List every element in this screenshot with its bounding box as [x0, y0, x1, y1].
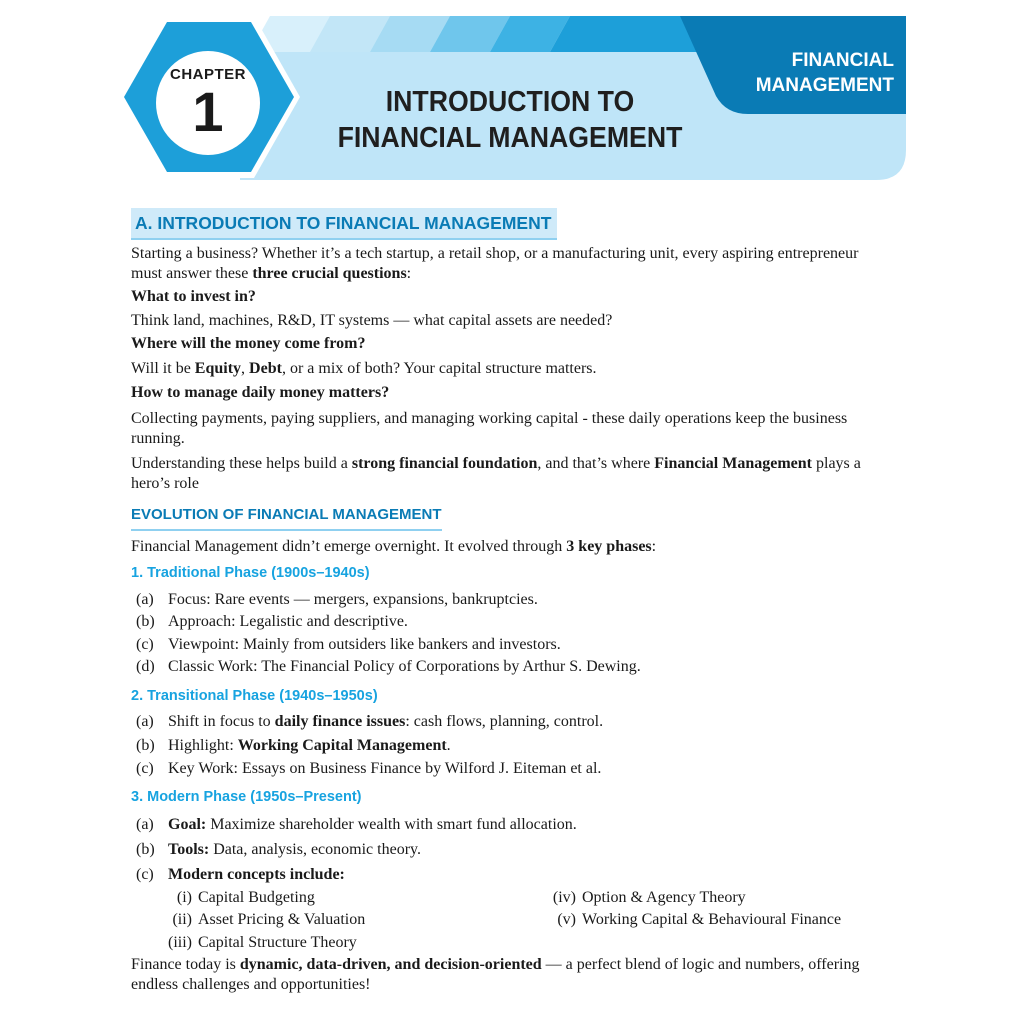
phase-3-title: 3. Modern Phase (1950s–Present)	[131, 789, 362, 805]
item-text: Data, analysis, economic theory.	[209, 841, 421, 858]
item-bold: Tools:	[168, 841, 210, 858]
answer-2-sep: ,	[241, 360, 250, 377]
closing-bold-1: strong financial foundation	[351, 455, 538, 472]
phase-1-item-a	[136, 590, 538, 610]
answer-2-end: , or a mix of both? Your capital structure matters.	[281, 360, 597, 377]
concept-v	[538, 910, 841, 930]
chapter-title	[317, 84, 703, 156]
answer-1: Think land, machines, R&D, IT systems — what capital assets are needed?	[131, 312, 613, 329]
concept-label: (i)	[176, 889, 192, 906]
item-label: (a)	[136, 816, 154, 833]
phase-3-item-a	[136, 815, 577, 835]
item-text: Shift in focus to	[168, 713, 275, 730]
concept-text: Option & Agency Theory	[582, 889, 746, 906]
item-label: (d)	[136, 658, 155, 675]
concept-text: Capital Structure Theory	[198, 934, 357, 951]
closing-text-mid: , and that’s where	[537, 455, 655, 472]
question-3: How to manage daily money matters?	[131, 384, 390, 401]
item-text: Key Work: Essays on Business Finance by Wilford J. Eiteman et al.	[168, 760, 602, 777]
phase-2-item-b	[136, 736, 451, 756]
question-1: What to invest in?	[131, 288, 256, 305]
question-2: Where will the money come from?	[131, 335, 366, 352]
evolution-intro-text: Financial Management didn’t emerge overnight. It evolved through	[131, 538, 567, 555]
subject-tag-line2: MANAGEMENT	[755, 75, 894, 96]
phase-1-item-c	[136, 635, 561, 655]
phase-1-item-d	[136, 657, 641, 677]
concept-label: (v)	[557, 911, 576, 928]
item-label: (a)	[136, 591, 154, 608]
item-label: (a)	[136, 713, 154, 730]
subject-tag-line1: FINANCIAL	[791, 50, 894, 71]
subject-tag	[724, 48, 894, 98]
closing-paragraph	[131, 454, 893, 494]
final-text-end: — a perfect blend of logic and numbers, offering endless challenges and opportunities!	[131, 956, 860, 993]
intro-paragraph	[131, 244, 893, 284]
item-text-end: : cash flows, planning, control.	[405, 713, 604, 730]
item-text-end: .	[446, 737, 451, 754]
item-bold: daily finance issues	[274, 713, 406, 730]
phase-2-item-c	[136, 759, 601, 779]
phase-2-title: 2. Transitional Phase (1940s–1950s)	[131, 688, 378, 704]
closing-text: Understanding these helps build a	[131, 455, 352, 472]
intro-text: Starting a business? Whether it’s a tech startup, a retail shop, or a manufacturing unit, every aspiring entrepreneur must answer these	[131, 245, 859, 282]
final-bold: dynamic, data-driven, and decision-oriented	[239, 956, 542, 973]
evolution-heading: EVOLUTION OF FINANCIAL MANAGEMENT	[131, 505, 442, 531]
item-text: Focus: Rare events — mergers, expansions, bankruptcies.	[168, 591, 538, 608]
item-label: (b)	[136, 841, 155, 858]
item-text: Highlight:	[168, 737, 238, 754]
phase-3-item-b	[136, 840, 421, 860]
item-bold: Modern concepts include:	[168, 866, 345, 883]
intro-text-end: :	[406, 265, 412, 282]
concept-label: (ii)	[172, 911, 192, 928]
final-text: Finance today is	[131, 956, 240, 973]
phase-3-item-c	[136, 865, 345, 885]
item-bold: Working Capital Management	[237, 737, 447, 754]
phase-1-item-b	[136, 612, 408, 632]
item-text: Maximize shareholder wealth with smart fund allocation.	[206, 816, 577, 833]
item-label: (b)	[136, 737, 155, 754]
answer-2-text: Will it be	[131, 360, 195, 377]
concept-text: Working Capital & Behavioural Finance	[582, 911, 842, 928]
phase-2-item-a	[136, 712, 603, 732]
item-label: (c)	[136, 760, 154, 777]
evolution-intro-end: :	[651, 538, 657, 555]
item-text: Viewpoint: Mainly from outsiders like bankers and investors.	[168, 636, 561, 653]
chapter-number: 1	[192, 80, 224, 143]
item-bold: Goal:	[168, 816, 207, 833]
final-paragraph	[131, 955, 893, 995]
concept-ii	[154, 910, 365, 930]
item-label: (c)	[136, 866, 154, 883]
chapter-header	[0, 0, 1024, 200]
chapter-title-line2: FINANCIAL MANAGEMENT	[337, 122, 683, 154]
closing-bold-2: Financial Management	[654, 455, 812, 472]
closing-text-end: plays a hero’s role	[131, 455, 861, 492]
intro-bold: three crucial questions	[252, 265, 407, 282]
chapter-label: CHAPTER	[169, 66, 246, 83]
concept-label: (iii)	[168, 934, 192, 951]
item-text: Approach: Legalistic and descriptive.	[168, 613, 408, 630]
answer-2	[131, 359, 893, 379]
item-label: (b)	[136, 613, 155, 630]
evolution-intro	[131, 537, 893, 557]
item-label: (c)	[136, 636, 154, 653]
concept-label: (iv)	[552, 889, 576, 906]
phase-1-title: 1. Traditional Phase (1900s–1940s)	[131, 565, 370, 581]
answer-3: Collecting payments, paying suppliers, and managing working capital - these daily operations keep the business running.	[131, 410, 848, 447]
item-text: Classic Work: The Financial Policy of Corporations by Arthur S. Dewing.	[168, 658, 641, 675]
answer-2-equity: Equity	[194, 360, 242, 377]
section-a-heading: A. INTRODUCTION TO FINANCIAL MANAGEMENT	[131, 208, 557, 240]
concept-iv	[538, 888, 746, 908]
concept-text: Asset Pricing & Valuation	[198, 911, 366, 928]
answer-2-debt: Debt	[249, 360, 282, 377]
concept-i	[154, 888, 315, 908]
evolution-intro-bold: 3 key phases	[566, 538, 652, 555]
concept-iii	[154, 933, 357, 953]
chapter-title-line1: INTRODUCTION TO	[385, 86, 635, 118]
concept-text: Capital Budgeting	[198, 889, 315, 906]
